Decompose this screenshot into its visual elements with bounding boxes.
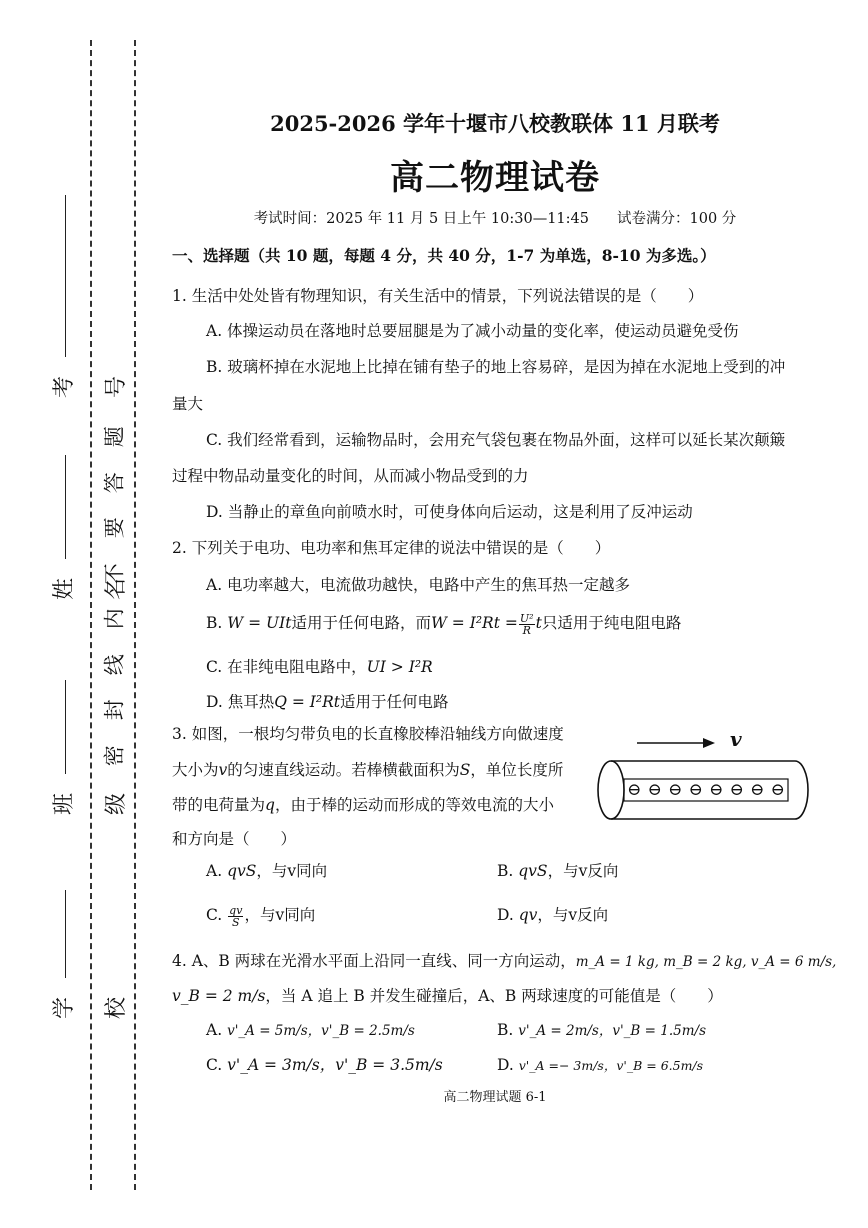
seal-char: 答 [102, 471, 127, 493]
question-3-stem-line4: 和方向是（ ） [172, 830, 297, 848]
charges-row [624, 779, 788, 801]
negative-charge-icon: ⊖ [709, 780, 724, 800]
question-2-option-b [206, 611, 681, 636]
stem-text: 大小为 [172, 761, 219, 779]
stem-text: ，当 A 追上 B 并发生碰撞后，A、B 两球速度的可能值是（ ） [265, 987, 723, 1005]
question-3-stem-line2 [172, 760, 563, 780]
seal-line-notice [100, 414, 130, 778]
option-text: D. 焦耳热 [206, 693, 275, 711]
option-letter: D. [497, 906, 519, 924]
rod-diagram [593, 728, 813, 828]
formula: Q = I²Rt [274, 693, 341, 711]
fraction-numerator: qv [229, 903, 243, 917]
formula: v'_A = 5m/s，v'_B = 2.5m/s [227, 1023, 415, 1039]
option-text: 只适用于纯电阻电路 [541, 614, 682, 632]
question-3-option-b [497, 861, 618, 881]
seal-char: 不 [102, 562, 127, 584]
class-blank [65, 680, 66, 774]
question-4-option-b [497, 1020, 706, 1041]
negative-charge-icon: ⊖ [770, 780, 785, 800]
stem-text: ，由于棒的运动而形成的等效电流的大小 [274, 796, 554, 814]
name-blank [65, 455, 66, 559]
exam-subtitle: 2025-2026 学年十堰市八校教联体 11 月联考 [270, 111, 720, 136]
option-text: ，与v反向 [547, 862, 619, 880]
fraction-denominator: R [522, 623, 531, 637]
question-2-option-a: A. 电功率越大，电流做功越快，电路中产生的焦耳热一定越多 [206, 576, 631, 594]
formula: W = I²Rt = [430, 614, 518, 632]
option-letter: A. [206, 1021, 228, 1039]
page-footer: 高二物理试题 6-1 [443, 1090, 547, 1105]
option-text: 适用于任何电路 [340, 693, 449, 711]
question-4-stem-line1 [172, 951, 836, 972]
fraction [519, 613, 535, 636]
velocity-label: v [730, 727, 742, 751]
question-1-option-a: A. 体操运动员在落地时总要屈腿是为了减小动量的变化率，使运动员避免受伤 [206, 322, 739, 340]
negative-charge-icon: ⊖ [668, 780, 683, 800]
question-4-option-d [497, 1055, 703, 1076]
negative-charge-icon: ⊖ [729, 780, 744, 800]
name-field [50, 455, 129, 615]
negative-charge-icon: ⊖ [627, 780, 642, 800]
question-2-stem: 2. 下列关于电功、电功率和焦耳定律的说法中错误的是（ ） [172, 539, 611, 557]
seal-char: 线 [102, 653, 127, 675]
option-text: ，与v同向 [256, 862, 328, 880]
stem-text: ，单位长度所 [470, 761, 564, 779]
formula: qvS [518, 862, 548, 880]
option-text: ，与v反向 [537, 906, 609, 924]
exam-number-field [50, 195, 129, 413]
seal-char: 内 [102, 608, 127, 630]
question-4-option-c [206, 1055, 443, 1075]
rubber-rod-figure [593, 728, 813, 828]
rod-right-end [795, 761, 808, 819]
exam-info [150, 207, 840, 228]
question-3-option-c [206, 902, 315, 928]
question-1-option-b: B. 玻璃杯掉在水泥地上比掉在铺有垫子的地上容易碎，是因为掉在水泥地上受到的冲 [206, 358, 786, 376]
question-1-option-c: C. 我们经常看到，运输物品时，会用充气袋包裹在物品外面，这样可以延长某次颠簸 [206, 431, 786, 449]
question-3-stem-line3 [172, 795, 554, 815]
option-letter: B. [206, 614, 228, 632]
school-blank [65, 890, 66, 978]
exam-score: 试卷满分：100 分 [617, 211, 737, 227]
formula: v'_A = 2m/s，v'_B = 1.5m/s [518, 1023, 706, 1039]
exam-time: 考试时间：2025 年 11 月 5 日上午 10:30—11:45 [253, 211, 589, 227]
option-letter: C. [206, 1056, 228, 1074]
question-2-option-c [206, 657, 433, 677]
option-letter: B. [497, 1021, 519, 1039]
negative-charge-icon: ⊖ [647, 780, 662, 800]
option-letter: C. [206, 906, 228, 924]
option-letter: D. [497, 1056, 519, 1074]
question-3-option-a [206, 861, 327, 881]
formula: v'_A =− 3m/s，v'_B = 6.5m/s [518, 1058, 704, 1073]
rod-left-end [598, 761, 624, 819]
question-4-stem-line2 [172, 986, 723, 1006]
negative-charge-icon: ⊖ [750, 780, 765, 800]
fraction-numerator: U² [519, 611, 534, 625]
negative-charge-icon: ⊖ [688, 780, 703, 800]
question-3-option-d [497, 905, 608, 925]
question-1-stem: 1. 生活中处处皆有物理知识，有关生活中的情景，下列说法错误的是（ ） [172, 287, 704, 305]
formula: v'_A = 3m/s，v'_B = 3.5m/s [227, 1056, 443, 1074]
formula: qvS [227, 862, 257, 880]
seal-char: 密 [102, 744, 127, 766]
question-3-stem-line1: 3. 如图，一根均匀带负电的长直橡胶棒沿轴线方向做速度 [172, 725, 564, 743]
option-text: ，与v同向 [244, 906, 316, 924]
seal-char: 题 [102, 426, 127, 448]
exam-number-label: 考号 [52, 376, 129, 399]
section-heading: 一、选择题（共 10 题，每题 4 分，共 40 分，1-7 为单选，8-10 为多选。） [172, 246, 716, 265]
stem-text: 4. A、B 两球在光滑水平面上沿同一直线、同一方向运动， [172, 952, 576, 970]
formula: v_B = 2 m/s [172, 987, 266, 1005]
formula: W = UIt [227, 614, 292, 632]
page-title: 高二物理试卷 [390, 158, 600, 198]
school-field [50, 890, 129, 1034]
question-1-option-c-cont: 过程中物品动量变化的时间，从而减小物品受到的力 [172, 467, 529, 485]
formula: t [535, 614, 542, 632]
option-text: 适用于任何电路，而 [291, 614, 431, 632]
class-field [50, 680, 129, 830]
school-label: 学校 [52, 997, 129, 1020]
exam-number-blank [65, 195, 66, 357]
fraction-denominator: S [232, 915, 240, 929]
formula: m_A = 1 kg, m_B = 2 kg, v_A = 6 m/s, [575, 954, 837, 970]
question-2-option-d [206, 692, 449, 712]
formula: S [459, 761, 471, 779]
formula: qv [518, 906, 538, 924]
fraction [228, 905, 243, 928]
seal-char: 要 [102, 517, 127, 539]
option-letter: B. [497, 862, 519, 880]
question-1-option-b-cont: 量大 [172, 395, 204, 413]
seal-char: 封 [102, 699, 127, 721]
formula: q [265, 796, 275, 814]
question-1-option-d: D. 当静止的章鱼向前喷水时，可使身体向后运动，这是利用了反冲运动 [206, 503, 693, 521]
name-label: 姓名 [52, 578, 129, 601]
velocity-arrowhead [703, 738, 715, 748]
question-4-option-a [206, 1020, 415, 1041]
stem-text: 的匀速直线运动。若棒横截面积为 [227, 761, 460, 779]
option-letter: A. [206, 862, 228, 880]
formula: UI > I²R [366, 658, 433, 676]
formula: v [218, 761, 228, 779]
option-text: C. 在非纯电阻电路中， [206, 658, 367, 676]
class-label: 班级 [52, 793, 129, 816]
stem-text: 带的电荷量为 [172, 796, 266, 814]
